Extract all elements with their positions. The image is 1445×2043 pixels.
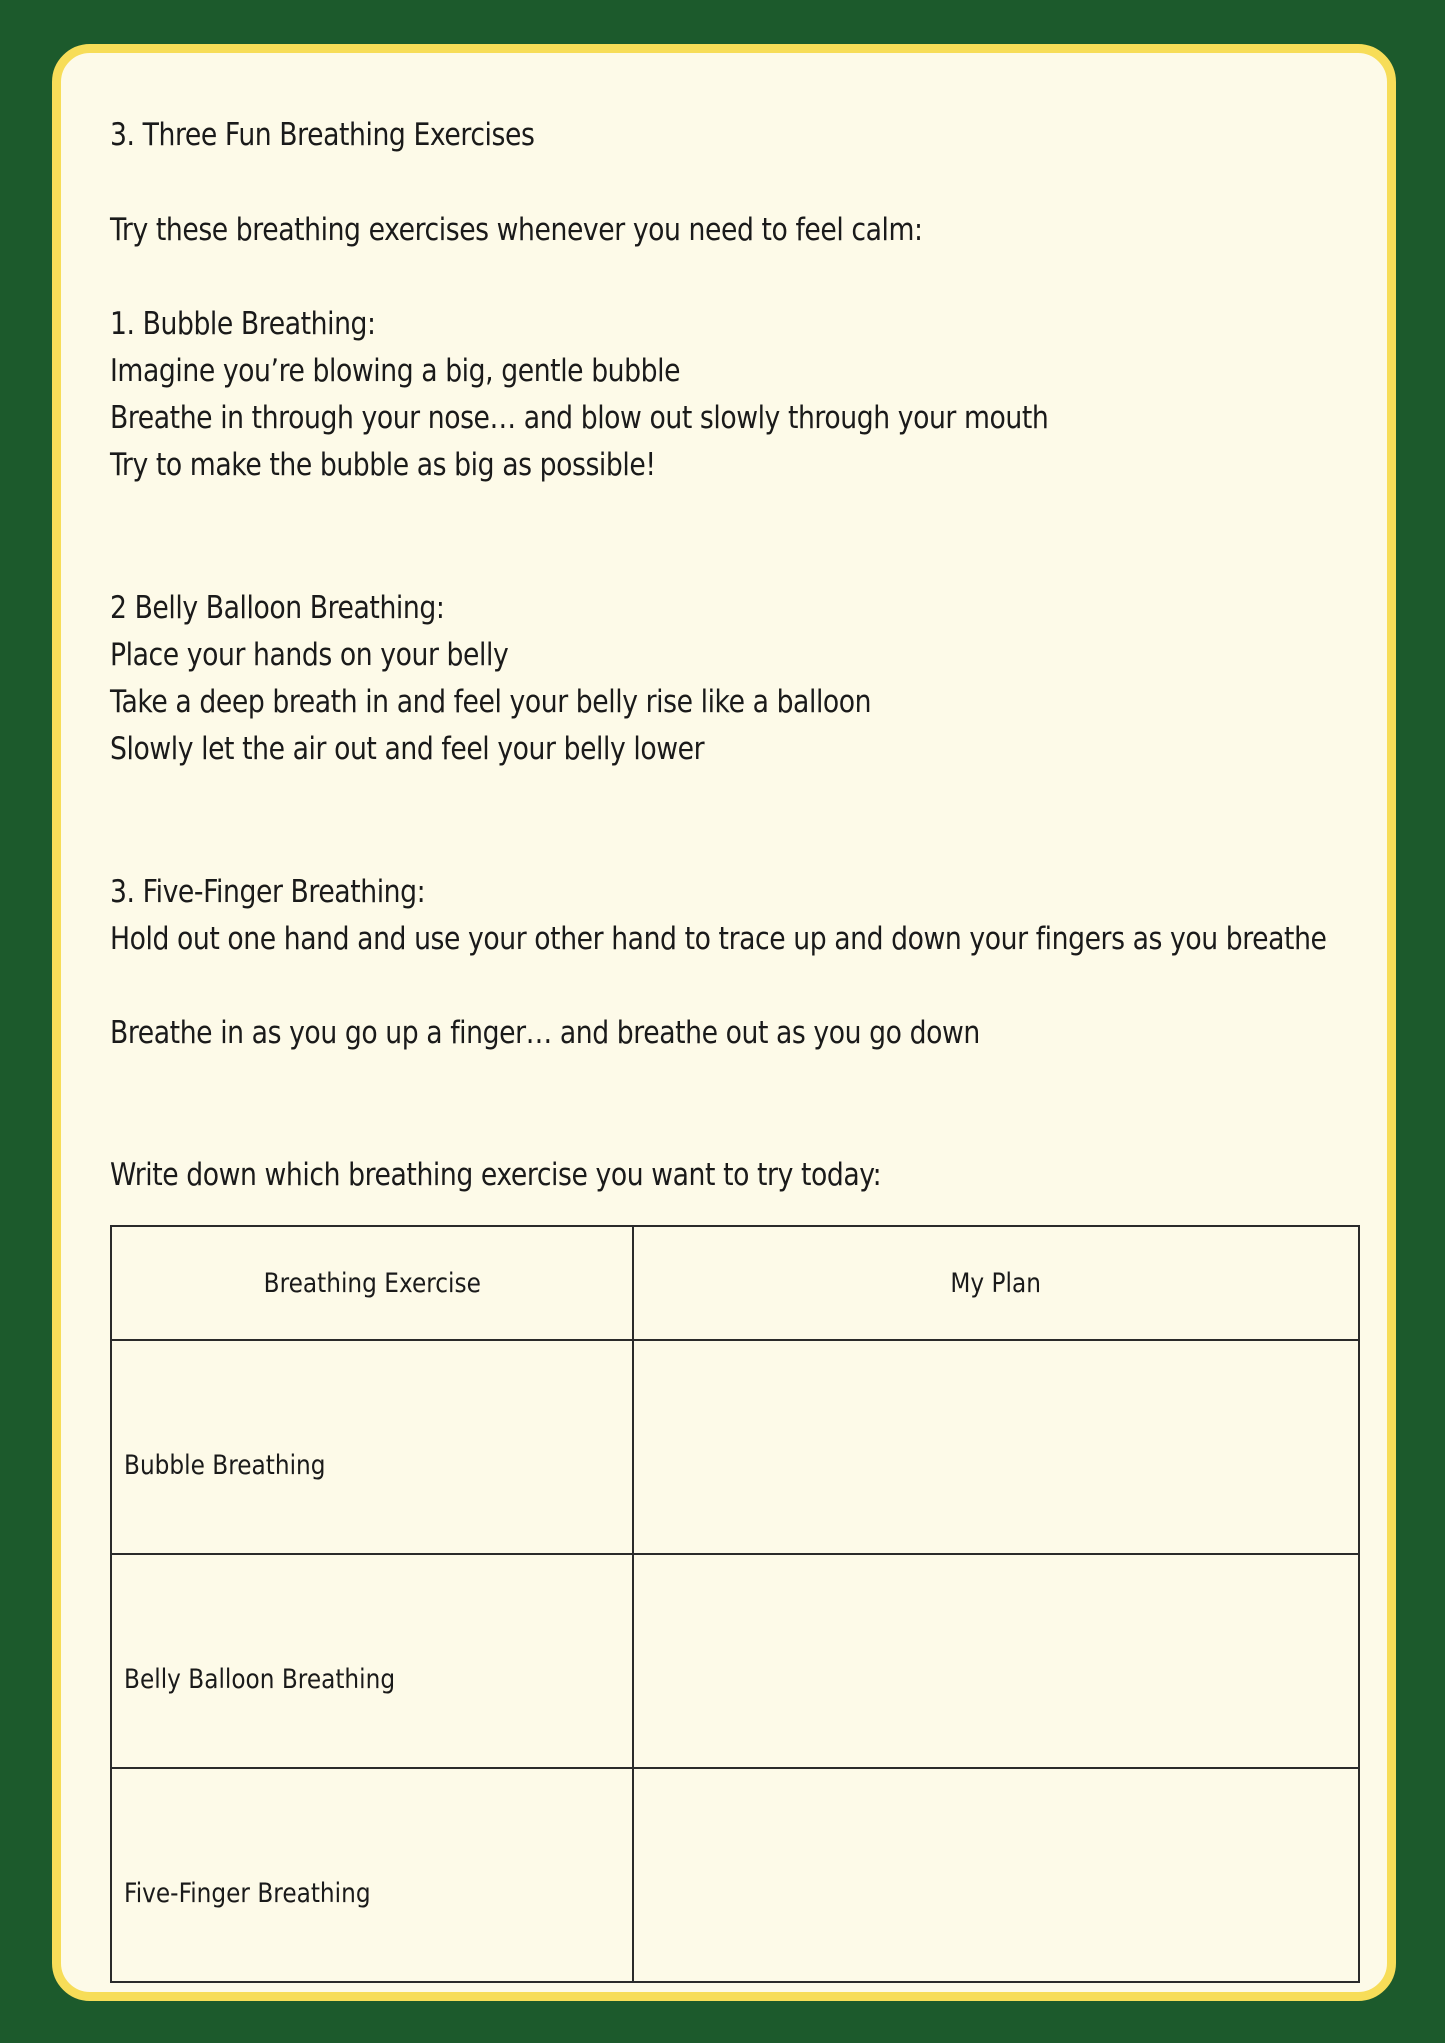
plan-table <box>110 1225 1360 1983</box>
exercise-cell: Belly Balloon Breathing <box>111 1554 633 1768</box>
exercise-1-step-1: Imagine you’re blowing a big, gentle bubble <box>110 353 681 389</box>
my-plan-cell[interactable] <box>633 1340 1359 1554</box>
exercise-1-title: 1. Bubble Breathing: <box>110 306 376 342</box>
header-breathing-exercise: Breathing Exercise <box>111 1226 633 1340</box>
exercise-1-step-3: Try to make the bubble as big as possible! <box>110 447 656 483</box>
exercise-2-title: 2 Belly Balloon Breathing: <box>110 590 445 626</box>
my-plan-cell[interactable] <box>633 1768 1359 1982</box>
table-header-row <box>111 1226 1359 1340</box>
table-row <box>111 1340 1359 1554</box>
intro-text: Try these breathing exercises whenever you need to feel calm: <box>110 212 923 248</box>
exercise-3-title: 3. Five-Finger Breathing: <box>110 874 426 910</box>
worksheet-card <box>52 44 1396 2001</box>
exercise-2-step-1: Place your hands on your belly <box>110 637 509 673</box>
exercise-3-step-1: Hold out one hand and use your other hand to trace up and down your fingers as you breathe <box>110 921 1327 957</box>
section-heading: 3. Three Fun Breathing Exercises <box>110 117 535 153</box>
exercise-3-step-2: Breathe in as you go up a finger… and breathe out as you go down <box>110 1015 980 1051</box>
exercise-2-step-2: Take a deep breath in and feel your belly rise like a balloon <box>110 684 872 720</box>
exercise-cell: Bubble Breathing <box>111 1340 633 1554</box>
my-plan-cell[interactable] <box>633 1554 1359 1768</box>
header-my-plan: My Plan <box>633 1226 1359 1340</box>
exercise-1-step-2: Breathe in through your nose… and blow out slowly through your mouth <box>110 400 1049 436</box>
write-prompt: Write down which breathing exercise you want to try today: <box>110 1157 882 1193</box>
exercise-cell: Five-Finger Breathing <box>111 1768 633 1982</box>
table-row <box>111 1554 1359 1768</box>
exercise-2-step-3: Slowly let the air out and feel your belly lower <box>110 731 705 767</box>
table-row <box>111 1768 1359 1982</box>
